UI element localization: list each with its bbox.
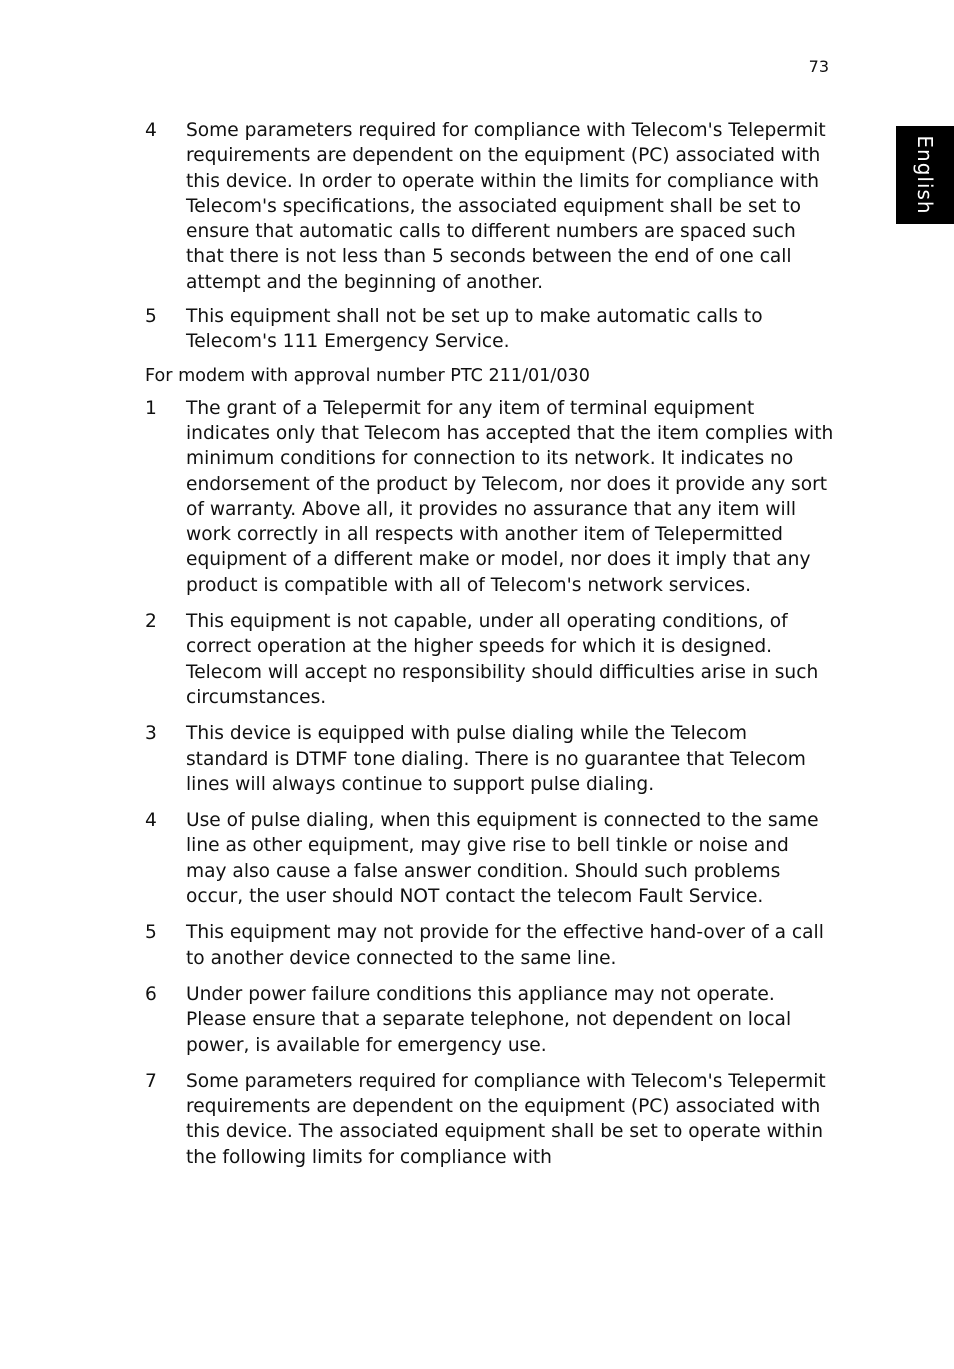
list-item-text: Some parameters required for compliance with Telecom's Telepermit requirements are dependent on the equipment (PC) associated with this device. In order to operate within the limits for compliance with Telecom's specifications, the associated equipment shall be set to ensure that automatic calls to different numbers are spaced such that there is not less than 5 seconds between the end of one call attempt and the beginning of another. bbox=[186, 120, 826, 293]
list-item-number: 2 bbox=[145, 611, 157, 633]
document-body bbox=[145, 118, 835, 1181]
list-item-text: Some parameters required for compliance with Telecom's Telepermit requirements are dependent on the equipment (PC) associated with this device. The associated equipment shall be set to operate within the following limits for compliance with bbox=[186, 1070, 826, 1168]
list-item-number: 4 bbox=[145, 120, 157, 141]
list-item-text: Use of pulse dialing, when this equipment is connected to the same line as other equipment, may give rise to bell tinkle or noise and may also cause a false answer condition. Should such problems occur, the user should NOT contact the telecom Fault Service. bbox=[186, 810, 819, 908]
list-item bbox=[145, 920, 835, 971]
list-item bbox=[145, 721, 835, 797]
page-number: 73 bbox=[808, 57, 829, 76]
list-item-number: 1 bbox=[145, 397, 157, 419]
list-item-number: 7 bbox=[145, 1070, 157, 1092]
language-tab bbox=[896, 126, 954, 224]
list-item-number: 5 bbox=[145, 306, 157, 328]
list-item-text: This device is equipped with pulse dialing while the Telecom standard is DTMF tone dialing. There is no guarantee that Telecom lines will always continue to support pulse dialing. bbox=[186, 723, 806, 795]
list-item-text: This equipment shall not be set up to make automatic calls to Telecom's 111 Emergency Service. bbox=[186, 306, 763, 353]
list-item bbox=[145, 609, 835, 710]
list-item bbox=[145, 118, 835, 295]
list-item bbox=[145, 808, 835, 909]
list-item-text: Under power failure conditions this appliance may not operate. Please ensure that a separate telephone, not dependent on local power, is available for emergency use. bbox=[186, 983, 792, 1056]
list-item-text: The grant of a Telepermit for any item of terminal equipment indicates only that Telecom has accepted that the item complies with minimum conditions for connection to its network. It indicates no endorsement of the product by Telecom, nor does it provide any sort of warranty. Above all, it provides no assurance that any item will work correctly in all respects with another item of Telepermitted equipment of a different make or model, nor does it imply that any product is compatible with all of Telecom's network services. bbox=[186, 397, 834, 596]
list-item bbox=[145, 304, 835, 355]
list-item-number: 4 bbox=[145, 810, 157, 832]
list-item bbox=[145, 1069, 835, 1170]
list-item-number: 5 bbox=[145, 922, 157, 944]
list-item-text: This equipment may not provide for the effective hand-over of a call to another device connected to the same line. bbox=[186, 922, 824, 969]
list-item-number: 6 bbox=[145, 983, 157, 1005]
language-tab-label: English bbox=[913, 135, 937, 215]
list-item bbox=[145, 982, 835, 1058]
list-item-number: 3 bbox=[145, 723, 157, 745]
section-heading: For modem with approval number PTC 211/01/030 bbox=[145, 365, 590, 386]
numbered-list bbox=[145, 396, 835, 1170]
numbered-list-continued bbox=[145, 118, 835, 355]
list-item-text: This equipment is not capable, under all operating conditions, of correct operation at the higher speeds for which it is designed. Telecom will accept no responsibility should difficulties arise in such circumstances. bbox=[186, 611, 819, 708]
list-item bbox=[145, 396, 835, 598]
